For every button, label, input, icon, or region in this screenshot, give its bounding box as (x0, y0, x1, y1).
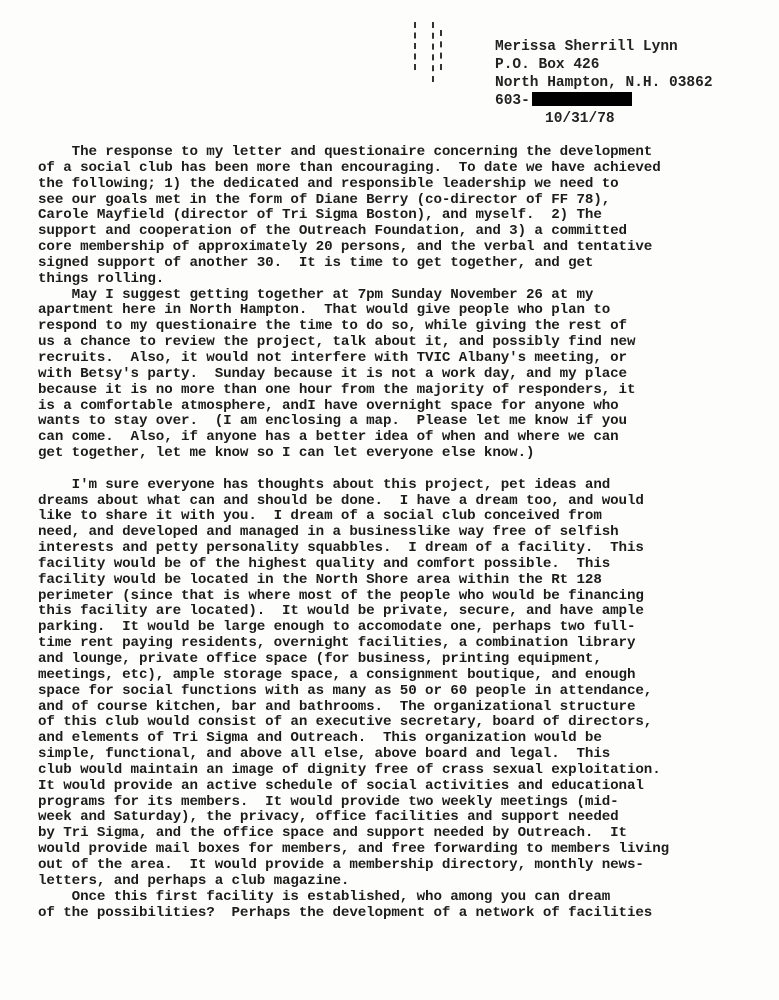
text-line: interests and petty personality squabbles. I dream of a facility. This (38, 540, 644, 557)
letter-date: 10/31/78 (545, 111, 615, 127)
paragraph-gap (38, 462, 738, 478)
text-line: It would provide an active schedule of social activities and educational (38, 777, 644, 794)
text-line: parking. It would be large enough to accomodate one, perhaps two full- (38, 619, 636, 636)
text-line: things rolling. (38, 270, 165, 287)
text-line: I'm sure everyone has thoughts about this project, pet ideas and (38, 476, 611, 493)
text-line: space for social functions with as many as 50 or 60 people in attendance, (38, 682, 653, 699)
text-line: meetings, etc), ample storage space, a consignment boutique, and enough (38, 666, 636, 683)
letter-body (38, 145, 738, 921)
text-line: and of course kitchen, bar and bathrooms. The organizational structure (38, 698, 636, 715)
text-line: signed support of another 30. It is time to get together, and get (38, 254, 594, 271)
text-line: with Betsy's party. Sunday because it is not a work day, and my place (38, 365, 627, 382)
text-line: get together, let me know so I can let everyone else know.) (38, 445, 535, 462)
text-line: can come. Also, if anyone has a better idea of when and where we can (38, 429, 619, 446)
text-line: Once this first facility is established, who among you can dream (38, 888, 611, 905)
text-line: respond to my questionaire the time to do so, while giving the rest of (38, 318, 627, 335)
sender-phone-line (495, 92, 765, 110)
text-line: wants to stay over. (I am enclosing a map. Please let me know if you (38, 413, 627, 430)
text-line: May I suggest getting together at 7pm Sunday November 26 at my (38, 286, 594, 303)
text-line: time rent paying residents, overnight facilities, a combination library (38, 635, 636, 652)
text-line: and lounge, private office space (for business, printing equipment, (38, 651, 602, 667)
text-line: recruits. Also, it would not interfere with TVIC Albany's meeting, or (38, 349, 627, 366)
text-line: us a chance to review the project, talk about it, and possibly find new (38, 334, 636, 351)
text-line: need, and developed and managed in a businesslike way free of selfish (38, 524, 619, 541)
text-line: the following; 1) the dedicated and responsible leadership we need to (38, 175, 619, 192)
paragraph-goals (38, 145, 738, 288)
sender-address-block (495, 38, 765, 128)
phone-prefix: 603- (495, 93, 530, 109)
text-line: like to share it with you. I dream of a social club conceived from (38, 508, 602, 525)
text-line: week and Saturday), the privacy, office facilities and support needed (38, 809, 619, 826)
text-line: because it is no more than one hour from the majority of responders, it (38, 381, 636, 398)
text-line: Carole Mayfield (director of Tri Sigma Boston), and myself. 2) The (38, 207, 602, 224)
text-line: and elements of Tri Sigma and Outreach. This organization would be (38, 730, 602, 747)
text-line: of this club would consist of an executive secretary, board of directors, (38, 714, 653, 731)
text-line: by Tri Sigma, and the office space and support needed by Outreach. It (38, 825, 627, 842)
text-line: out of the area. It would provide a membership directory, monthly news- (38, 856, 644, 873)
text-line: letters, and perhaps a club magazine. (38, 872, 350, 889)
paragraph-meeting-proposal (38, 288, 738, 462)
text-line: of a social club has been more than encouraging. To date we have achieved (38, 159, 661, 176)
margin-marks (410, 22, 450, 82)
text-line: support and cooperation of the Outreach Foundation, and 3) a committed (38, 223, 627, 240)
text-line: club would maintain an image of dignity free of crass sexual exploitation. (38, 761, 661, 778)
text-line: this facility are located). It would be private, secure, and have ample (38, 603, 644, 620)
paragraph-dream (38, 478, 738, 890)
text-line: perimeter (since that is where most of the people who would be financing (38, 587, 644, 604)
redaction-bar (532, 92, 632, 106)
text-line: simple, functional, and above all else, above board and legal. This (38, 746, 611, 763)
sender-city: North Hampton, N.H. 03862 (495, 75, 713, 91)
text-line: is a comfortable atmosphere, andI have overnight space for anyone who (38, 397, 619, 414)
text-line: of the possibilities? Perhaps the development of a network of facilities (38, 904, 653, 921)
text-line: facility would be of the highest quality and comfort possible. This (38, 555, 611, 572)
text-line: dreams about what can and should be done. I have a dream too, and would (38, 492, 644, 509)
sender-name: Merissa Sherrill Lynn (495, 39, 678, 55)
text-line: would provide mail boxes for members, and free forwarding to members living (38, 841, 670, 858)
paragraph-possibilities (38, 890, 738, 922)
text-line: The response to my letter and questionaire concerning the development (38, 144, 653, 160)
text-line: see our goals met in the form of Diane Berry (co-director of FF 78), (38, 191, 611, 208)
text-line: core membership of approximately 20 persons, and the verbal and tentative (38, 239, 653, 256)
text-line: facility would be located in the North Shore area within the Rt 128 (38, 571, 602, 588)
text-line: programs for its members. It would provide two weekly meetings (mid- (38, 793, 619, 810)
sender-po-box: P.O. Box 426 (495, 57, 600, 73)
text-line: apartment here in North Hampton. That would give people who plan to (38, 302, 611, 319)
